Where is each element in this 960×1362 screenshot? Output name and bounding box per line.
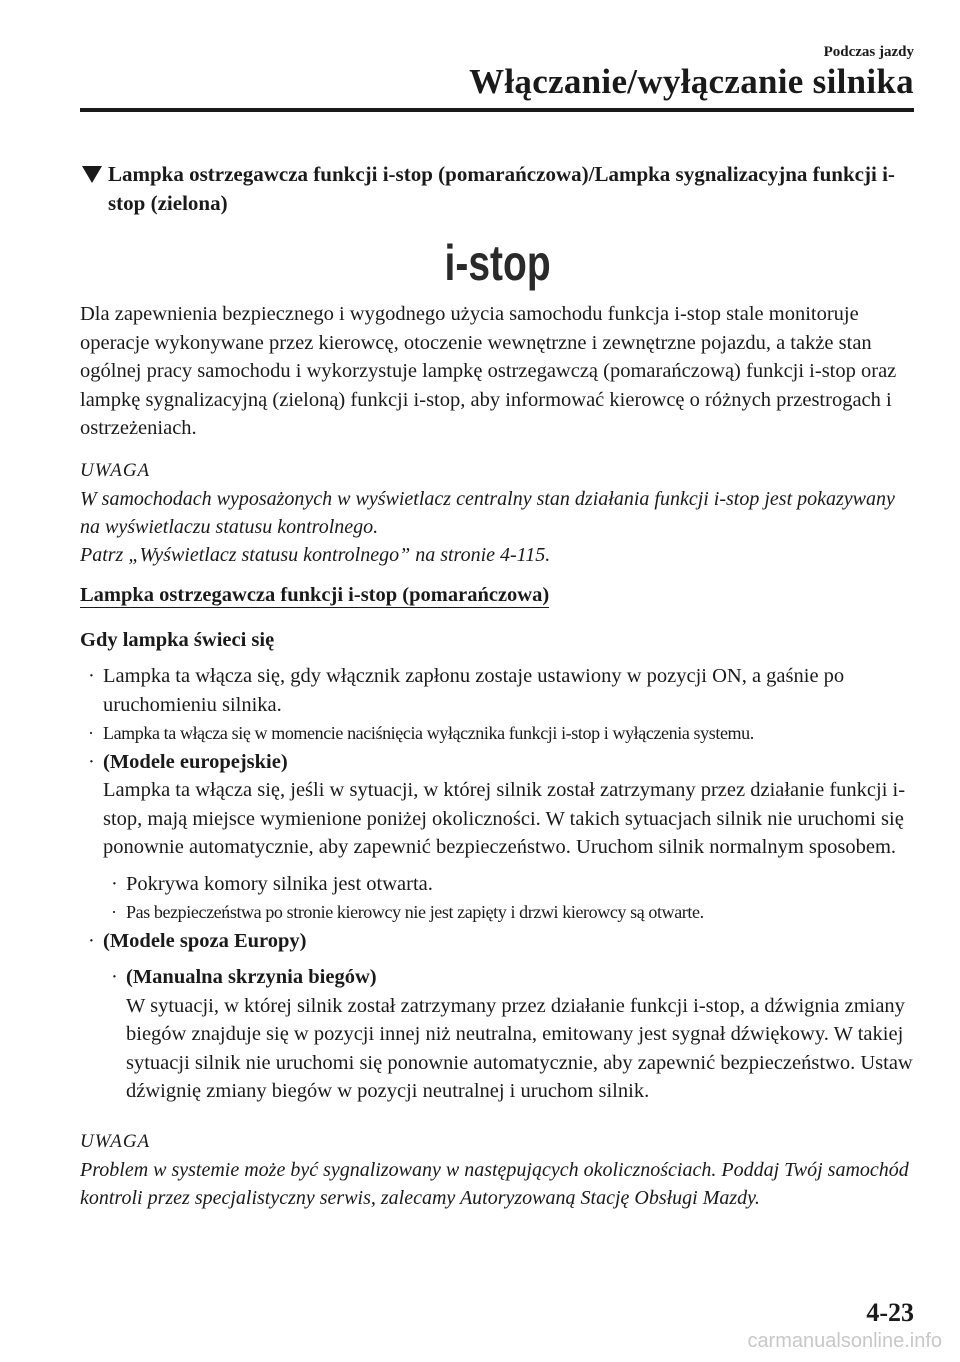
bullet-icon: · xyxy=(88,929,95,952)
header-section-label: Podczas jazdy xyxy=(823,44,914,60)
list-item-title: (Modele spoza Europy) xyxy=(103,929,307,952)
istop-logo-text: i-stop xyxy=(444,234,551,292)
sub-list xyxy=(103,870,916,927)
condition-list xyxy=(80,662,916,1106)
page-content xyxy=(80,160,916,1212)
list-item xyxy=(80,748,916,927)
sub-list-item xyxy=(103,898,916,927)
note-label: UWAGA xyxy=(80,1130,151,1152)
list-item-text: Lampka ta włącza się w momencie naciśnięcia wyłącznika funkcji i-stop i wyłączenia systemu. xyxy=(103,723,754,743)
list-item-text: Lampka ta włącza się, jeśli w sytuacji, w której silnik został zatrzymany przez działanie funkcji i-stop, mają miejsce wymienione poniżej okoliczności. W takich sytuacjach silnik nie uruchomi się ponownie automatycznie, aby zapewnić bezpieczeństwo. Uruchom silnik normalnym sposobem. xyxy=(103,779,906,858)
bullet-icon: · xyxy=(111,966,118,988)
note-text: W samochodach wyposażonych w wyświetlacz centralny stan działania funkcji i-stop jest pokazywany na wyświetlaczu statusu kontrolnego. xyxy=(80,488,895,538)
list-item xyxy=(80,662,916,719)
bullet-icon: · xyxy=(88,665,95,687)
istop-logo-icon xyxy=(443,230,553,292)
note-block xyxy=(80,1128,916,1213)
subsection-heading: Lampka ostrzegawcza funkcji i-stop (pomarańczowa) xyxy=(80,584,550,606)
header-divider xyxy=(80,108,914,112)
sub-list-item xyxy=(103,870,916,899)
list-item-title: (Modele europejskie) xyxy=(103,750,288,773)
note-text: Problem w systemie może być sygnalizowany w następujących okolicznościach. Poddaj Twój samochód kontroli przez specjalistyczny serwis, zalecamy Autoryzowaną Stację Obsługi Mazdy. xyxy=(80,1159,909,1209)
section-heading-text: Lampka ostrzegawcza funkcji i-stop (pomarańczowa)/Lampka sygnalizacyjna funkcji i-stop (zielona) xyxy=(108,162,895,215)
sub-list-item-title: (Manualna skrzynia biegów) xyxy=(126,966,377,988)
istop-logo xyxy=(80,230,916,294)
list-item xyxy=(80,927,916,1106)
section-heading xyxy=(80,160,916,218)
triangle-marker-icon xyxy=(82,166,102,183)
watermark: carmanualsonline.info xyxy=(747,1330,942,1352)
bullet-icon: · xyxy=(88,750,95,773)
list-item xyxy=(80,719,916,748)
page-title: Włączanie/wyłączanie silnika xyxy=(469,62,914,101)
list-item-text: Lampka ta włącza się, gdy włącznik zapłonu zostaje ustawiony w pozycji ON, a gaśnie po uruchomieniu silnika. xyxy=(103,665,845,716)
sub-list-item-text: Pas bezpieczeństwa po stronie kierowcy nie jest zapięty i drzwi kierowcy są otwarte. xyxy=(126,902,704,922)
page-number: 4-23 xyxy=(866,1298,914,1327)
condition-heading: Gdy lampka świeci się xyxy=(80,628,275,651)
sub-list-item-text: Pokrywa komory silnika jest otwarta. xyxy=(126,872,433,895)
bullet-icon: · xyxy=(111,872,118,895)
sub-list-item-text: W sytuacji, w której silnik został zatrzymany przez działanie funkcji i-stop, a dźwignia zmiany biegów znajduje się w pozycji innej niż neutralna, emitowany jest sygnał dźwiękowy. W takiej sytuacji silnik nie uruchomi się ponownie automatycznie, aby zapewnić bezpieczeństwo. Ustaw dźwignię zmiany biegów w pozycji neutralnej i uruchom silnik. xyxy=(126,994,913,1102)
bullet-icon: · xyxy=(111,902,117,922)
bullet-icon: · xyxy=(88,723,94,743)
intro-paragraph: Dla zapewnienia bezpiecznego i wygodnego użycia samochodu funkcja i-stop stale monitoruje operacje wykonywane przez kierowcę, otoczenie wewnętrzne i zewnętrzne pojazdu, a także stan ogólnej pracy samochodu i wykorzystuje lampkę ostrzegawczą (pomarańczową) funkcji i-stop oraz lampkę sygnalizacyjną (zieloną) funkcji i-stop, aby informować kierowcę o różnych przestrogach i ostrzeżeniach. xyxy=(80,303,897,439)
note-reference: Patrz „Wyświetlacz statusu kontrolnego” na stronie 4-115. xyxy=(80,544,551,566)
note-label: UWAGA xyxy=(80,459,151,481)
sub-list-item xyxy=(103,963,916,1106)
sub-list xyxy=(103,963,916,1106)
